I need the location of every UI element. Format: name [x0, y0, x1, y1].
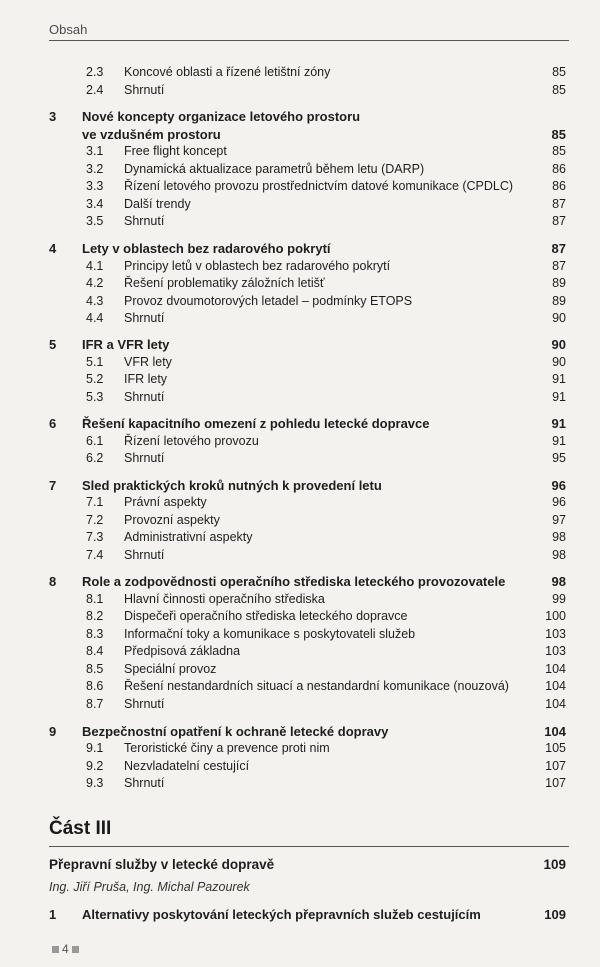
chapter-title: Alternativy poskytování leteckých přepravních služeb cestujícím — [82, 907, 481, 922]
subsection-title: Administrativní aspekty — [124, 530, 253, 544]
subsection-title: Hlavní činnosti operačního střediska — [124, 592, 325, 606]
subsection-title: IFR lety — [124, 372, 168, 386]
page-number: 91 — [551, 416, 566, 431]
part-rule — [49, 846, 569, 847]
subsection-number: 9.3 — [86, 776, 104, 790]
subsection-title: Nezvladatelní cestující — [124, 759, 250, 773]
subsection-title: Právní aspekty — [124, 495, 207, 509]
toc-chapter-row — [0, 477, 600, 494]
toc-subsection-row — [0, 512, 600, 529]
subsection-title: Shrnutí — [124, 697, 165, 711]
chapter-number: 1 — [49, 907, 57, 922]
toc-chapter-row — [0, 573, 600, 590]
page-number: 104 — [544, 724, 566, 739]
page-number: 104 — [545, 662, 566, 676]
toc-subsection-row — [0, 547, 600, 564]
page-number: 89 — [552, 294, 566, 308]
page-number: 87 — [552, 214, 566, 228]
subsection-title: Dispečeři operačního střediska leteckého dopravce — [124, 609, 408, 623]
subsection-title: Shrnutí — [124, 311, 165, 325]
subsection-number: 6.2 — [86, 451, 104, 465]
page-number: 107 — [545, 759, 566, 773]
toc-subsection-row — [0, 775, 600, 792]
page-number: 100 — [545, 609, 566, 623]
chapter-number: 8 — [49, 574, 57, 589]
footer-square-icon — [52, 946, 59, 953]
subsection-title: Předpisová základna — [124, 644, 241, 658]
toc-subsection-row — [0, 389, 600, 406]
page-number: 98 — [551, 574, 566, 589]
subsection-number: 4.1 — [86, 259, 104, 273]
page-number: 90 — [552, 355, 566, 369]
subsection-number: 8.5 — [86, 662, 104, 676]
chapter-number: 9 — [49, 724, 57, 739]
chapter-title: ve vzdušném prostoru — [82, 127, 221, 142]
subsection-number: 8.2 — [86, 609, 104, 623]
toc-chapter-row — [0, 108, 600, 125]
toc-chapter-row — [0, 240, 600, 257]
toc-subsection-row — [0, 608, 600, 625]
subsection-number: 8.1 — [86, 592, 104, 606]
toc-subsection-row — [0, 275, 600, 292]
page-footer — [49, 942, 82, 956]
subsection-number: 3.3 — [86, 179, 104, 193]
subsection-number: 3.2 — [86, 162, 104, 176]
chapter-page: 109 — [544, 907, 566, 922]
chapter-number: 5 — [49, 337, 57, 352]
running-header: Obsah — [49, 22, 88, 37]
chapter-title: Sled praktických kroků nutných k provedení letu — [82, 478, 382, 493]
toc-subsection-row — [0, 758, 600, 775]
toc-subsection-row — [0, 196, 600, 213]
subsection-title: Provozní aspekty — [124, 513, 220, 527]
toc-subsection-row — [0, 258, 600, 275]
toc-subsection-row — [0, 293, 600, 310]
subsection-title: Shrnutí — [124, 451, 165, 465]
page-number: 86 — [552, 162, 566, 176]
page-number: 97 — [552, 513, 566, 527]
page-number: 103 — [545, 644, 566, 658]
chapter-number: 6 — [49, 416, 57, 431]
subsection-number: 3.4 — [86, 197, 104, 211]
subsection-title: Další trendy — [124, 197, 191, 211]
page-number: 86 — [552, 179, 566, 193]
toc-subsection-row — [0, 494, 600, 511]
toc-subsection-row — [0, 310, 600, 327]
toc-subsection-row — [0, 643, 600, 660]
page-number: 105 — [545, 741, 566, 755]
chapter-number: 3 — [49, 109, 57, 124]
toc-subsection-row — [0, 371, 600, 388]
chapter-title: Řešení kapacitního omezení z pohledu letecké dopravce — [82, 416, 430, 431]
subsection-title: Shrnutí — [124, 214, 165, 228]
toc-subsection-row — [0, 161, 600, 178]
chapter-title: Bezpečnostní opatření k ochraně letecké dopravy — [82, 724, 389, 739]
subsection-number: 8.3 — [86, 627, 104, 641]
toc-subsection-row — [0, 82, 600, 99]
subsection-title: Dynamická aktualizace parametrů během letu (DARP) — [124, 162, 425, 176]
page-number: 90 — [551, 337, 566, 352]
toc-subsection-row — [0, 450, 600, 467]
toc-subsection-row — [0, 213, 600, 230]
subsection-title: Speciální provoz — [124, 662, 217, 676]
page-number: 85 — [552, 144, 566, 158]
subsection-number: 2.3 — [86, 65, 104, 79]
subsection-number: 5.2 — [86, 372, 104, 386]
toc-subsection-row — [0, 178, 600, 195]
page-number: 98 — [552, 530, 566, 544]
page-number: 87 — [552, 197, 566, 211]
subsection-title: Řešení problematiky záložních letišť — [124, 276, 325, 290]
subsection-number: 7.4 — [86, 548, 104, 562]
page-number: 104 — [545, 679, 566, 693]
footer-square-icon — [72, 946, 79, 953]
subsection-number: 5.1 — [86, 355, 104, 369]
toc-subsection-row — [0, 433, 600, 450]
subsection-number: 7.2 — [86, 513, 104, 527]
toc-chapter-row — [0, 415, 600, 432]
subsection-number: 2.4 — [86, 83, 104, 97]
chapter-number: 7 — [49, 478, 57, 493]
page-number: 91 — [552, 390, 566, 404]
subsection-number: 9.2 — [86, 759, 104, 773]
subsection-title: Provoz dvoumotorových letadel – podmínky ETOPS — [124, 294, 413, 308]
subsection-number: 7.3 — [86, 530, 104, 544]
page-number: 87 — [551, 241, 566, 256]
subsection-title: Řízení letového provozu — [124, 434, 259, 448]
part-section-title: Přepravní služby v letecké dopravě — [49, 857, 275, 872]
subsection-title: Free flight koncept — [124, 144, 227, 158]
subsection-number: 8.7 — [86, 697, 104, 711]
subsection-number: 8.4 — [86, 644, 104, 658]
page-number: 99 — [552, 592, 566, 606]
page-number: 107 — [545, 776, 566, 790]
subsection-title: Shrnutí — [124, 390, 165, 404]
toc-subsection-row — [0, 661, 600, 678]
toc-subsection-row — [0, 696, 600, 713]
subsection-number: 4.4 — [86, 311, 104, 325]
page-number: 90 — [552, 311, 566, 325]
toc-subsection-row — [0, 678, 600, 695]
subsection-number: 3.5 — [86, 214, 104, 228]
chapter-title: Lety v oblastech bez radarového pokrytí — [82, 241, 331, 256]
toc-subsection-row — [0, 591, 600, 608]
subsection-number: 5.3 — [86, 390, 104, 404]
footer-page-number: 4 — [62, 942, 69, 956]
page-number: 95 — [552, 451, 566, 465]
subsection-number: 3.1 — [86, 144, 104, 158]
subsection-title: Teroristické činy a prevence proti nim — [124, 741, 330, 755]
page-number: 98 — [552, 548, 566, 562]
toc-chapter-row — [0, 906, 600, 923]
page-number: 85 — [551, 127, 566, 142]
subsection-number: 6.1 — [86, 434, 104, 448]
page-number: 85 — [552, 65, 566, 79]
subsection-title: Shrnutí — [124, 83, 165, 97]
toc-subsection-row — [0, 626, 600, 643]
header-rule — [49, 40, 569, 41]
page-number: 91 — [552, 434, 566, 448]
subsection-number: 4.2 — [86, 276, 104, 290]
subsection-title: Shrnutí — [124, 776, 165, 790]
toc-subsection-row — [0, 740, 600, 757]
part-heading: Část III — [49, 818, 112, 839]
subsection-title: Řízení letového provozu prostřednictvím datové komunikace (CPDLC) — [124, 179, 514, 193]
chapter-title: Role a zodpovědnosti operačního střediska leteckého provozovatele — [82, 574, 506, 589]
subsection-title: Informační toky a komunikace s poskytovateli služeb — [124, 627, 416, 641]
chapter-title: IFR a VFR lety — [82, 337, 170, 352]
page-number: 89 — [552, 276, 566, 290]
subsection-title: Shrnutí — [124, 548, 165, 562]
page-number: 96 — [551, 478, 566, 493]
chapter-title: Nové koncepty organizace letového prostoru — [82, 109, 361, 124]
page-number: 85 — [552, 83, 566, 97]
toc-subsection-row — [0, 529, 600, 546]
subsection-title: Principy letů v oblastech bez radarového pokrytí — [124, 259, 391, 273]
toc-subsection-row — [0, 143, 600, 160]
part-section-page: 109 — [543, 857, 566, 872]
page-number: 104 — [545, 697, 566, 711]
subsection-title: Koncové oblasti a řízené letištní zóny — [124, 65, 331, 79]
subsection-number: 8.6 — [86, 679, 104, 693]
part-authors: Ing. Jiří Pruša, Ing. Michal Pazourek — [49, 880, 250, 894]
subsection-number: 7.1 — [86, 495, 104, 509]
toc-subsection-row — [0, 64, 600, 81]
page-number: 91 — [552, 372, 566, 386]
page-number: 96 — [552, 495, 566, 509]
toc-chapter-row — [0, 723, 600, 740]
page-number: 87 — [552, 259, 566, 273]
subsection-number: 4.3 — [86, 294, 104, 308]
subsection-title: VFR lety — [124, 355, 172, 369]
toc-chapter-row — [0, 336, 600, 353]
toc-subsection-row — [0, 354, 600, 371]
subsection-title: Řešení nestandardních situací a nestandardní komunikace (nouzová) — [124, 679, 509, 693]
page-number: 103 — [545, 627, 566, 641]
subsection-number: 9.1 — [86, 741, 104, 755]
chapter-number: 4 — [49, 241, 57, 256]
toc-chapter-row — [0, 126, 600, 143]
